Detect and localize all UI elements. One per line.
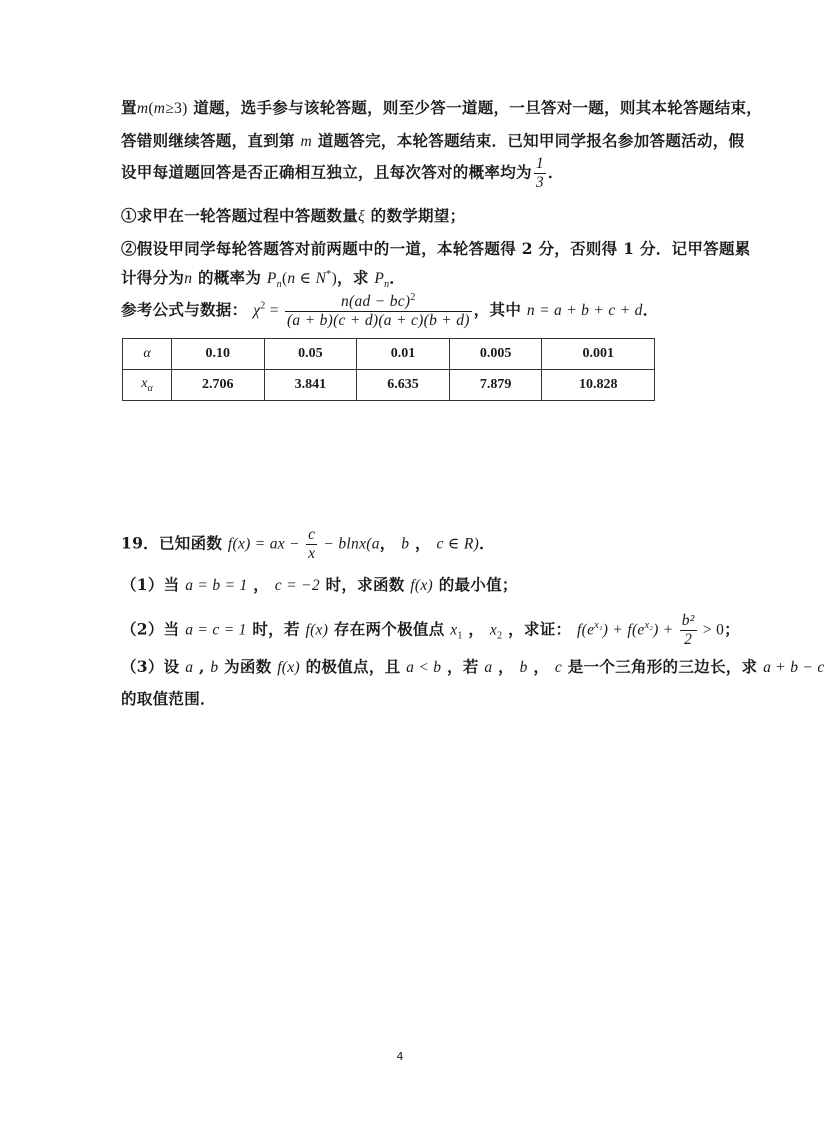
math-sub: 1 [457,630,463,642]
text: 道题答完，本轮答题结束．已知甲同学报名参加答题活动，假 [312,131,745,150]
text: 已知函数 [158,533,228,553]
text: （2）当 [121,619,186,639]
text: 是一个三角形的三边长，求 [562,657,764,676]
fraction-one-third [534,155,546,192]
math-expr: a = c = 1 [185,621,247,639]
p18-part2-line2 [121,266,405,290]
math-paren: ) [331,270,338,287]
math-n: n [184,270,193,287]
page-number: 4 [396,1050,404,1063]
table-header-x-alpha [123,370,172,401]
text: 的最小值； [433,575,518,594]
fraction-numerator: c [308,526,316,543]
math-sup: 2 [260,300,266,312]
math-c: c [554,659,563,676]
math-m: m [153,100,166,117]
p19-part2 [121,612,740,649]
math-a: a [185,659,194,676]
text: 存在两个极值点 [328,619,451,639]
p18-line1 [121,96,762,118]
math-m: m [136,100,149,117]
math-expr: f(e [577,621,595,639]
table-cell: 6.635 [357,370,450,401]
math-sub: n [276,279,282,291]
math-expr: > 0 [698,621,725,639]
fraction-c-over-x [306,526,317,563]
math-x: x [450,621,458,639]
table-cell: 2.706 [172,370,265,401]
table-header-alpha: α [123,339,172,370]
p19-stem [121,526,495,563]
text: ， [379,533,402,553]
fraction-b2-over-2 [680,612,697,649]
text: ； [724,619,740,639]
table-row-x-alpha [123,370,655,401]
table-cell: 0.10 [172,339,265,370]
math-sup: x₁ [594,620,603,632]
math-fx: f(x) [277,659,300,676]
math-P: P [266,270,277,287]
text: ． [547,162,564,182]
math-sub: α [147,382,153,394]
table-cell: 0.001 [542,339,655,370]
math-P: P [374,270,385,287]
text: 的概率为 [192,268,267,287]
math-expr: c = −2 [274,577,320,594]
text: 置 [121,98,137,117]
math-fx: f(x) [305,621,329,639]
math-x: x [141,376,148,392]
math-chi: χ [253,301,261,319]
table-cell: 0.005 [449,339,542,370]
math-expr: a < b [406,659,442,676]
fraction-denominator: x [308,544,316,562]
math-f: f [227,535,233,553]
math-star: * [326,268,332,280]
chi-square-fraction [285,292,472,330]
math-expr: − blnx(a [319,535,380,553]
text: （1）当 [121,575,186,594]
math-m: m [300,133,313,150]
math-sup: 2 [410,292,416,303]
text: ， [492,657,520,676]
p18-part1 [121,204,465,226]
text: ，求证： [502,619,577,639]
math-fx: f(x) [410,577,433,594]
p19-part3-line1 [121,655,825,677]
text: ，其中 [473,299,527,319]
p19-part1 [121,573,518,595]
text: （3）设 [121,657,186,676]
text: 为函数 [218,657,278,676]
math-expr: ) + f(e [602,621,645,639]
text: 道题，选手参与该轮答题，则至少答一道题，一旦答对一题，则其本轮答题结束， [187,98,763,117]
text: 答错则继续答题，直到第 [121,131,295,150]
text: ． [389,268,406,287]
math-paren: ( [148,100,154,117]
text: ， [462,619,490,639]
table-row-alpha [123,339,655,370]
text: ， [527,657,555,676]
problem-number: 19． [121,533,159,553]
fraction-numerator: b² [681,612,695,629]
math-ge3: ≥3) [165,100,188,117]
text: ②假设甲同学每轮答题答对前两题中的一道，本轮答题得 2 分，否则得 1 分．记甲答题累 [121,239,751,258]
text: 设甲每道题回答是否正确相互独立，且每次答对的概率均为 [121,162,532,182]
text: 时，若 [246,619,306,639]
math-sub: n [384,279,390,291]
reference-formula [121,292,659,330]
fraction-numerator: 1 [535,155,544,172]
math-expr: a + b − c [763,659,825,676]
math-in: ∈ [295,270,316,287]
text: 的取值范围． [121,689,216,708]
math-c-in-R: c ∈ R) [436,535,480,553]
text: 计得分为 [121,268,185,287]
math-eq: = [265,301,283,319]
table-cell: 7.879 [449,370,542,401]
p18-line2 [121,129,744,151]
text: ， [409,533,437,553]
text: , [193,657,211,676]
p18-line3 [121,155,564,192]
math-N: N [315,270,327,287]
math-sup: x₂ [644,620,654,632]
text: 时，求函数 [319,575,411,594]
text: ①求甲在一轮答题过程中答题数量 [121,206,359,225]
math-n-def: n = a + b + c + d [526,301,643,319]
math-x: x [489,621,498,639]
math-xi: ξ [358,208,365,225]
critical-value-table [122,338,655,401]
math-expr: (x) = ax − [232,535,305,553]
math-paren: ( [281,270,288,287]
text: ，若 [441,657,485,676]
table-cell: 0.05 [264,339,357,370]
text: ，求 [337,268,375,287]
math-expr: a = b = 1 [185,577,248,594]
fraction-numerator: n(ad − bc) [340,293,411,311]
text: 的数学期望； [364,206,466,225]
p19-part3-line2 [121,687,216,709]
math-a: a [484,659,493,676]
text: ， [247,575,275,594]
fraction-denominator: (a + b)(c + d)(a + c)(b + d) [286,311,470,329]
math-sub: 2 [497,630,503,642]
text: 的极值点，且 [299,657,407,676]
fraction-denominator: 3 [535,173,544,191]
text: ． [479,533,495,553]
table-cell: 10.828 [542,370,655,401]
math-n: n [287,270,296,287]
table-cell: 3.841 [264,370,357,401]
fraction-denominator: 2 [684,630,693,648]
table-cell: 0.01 [357,339,450,370]
math-b: b [401,535,410,553]
math-expr: ) + [653,621,678,639]
math-b: b [519,659,528,676]
formula-label: 参考公式与数据： [121,299,248,319]
math-b: b [210,659,219,676]
p18-part2-line1 [121,237,751,259]
text: ． [642,299,659,319]
